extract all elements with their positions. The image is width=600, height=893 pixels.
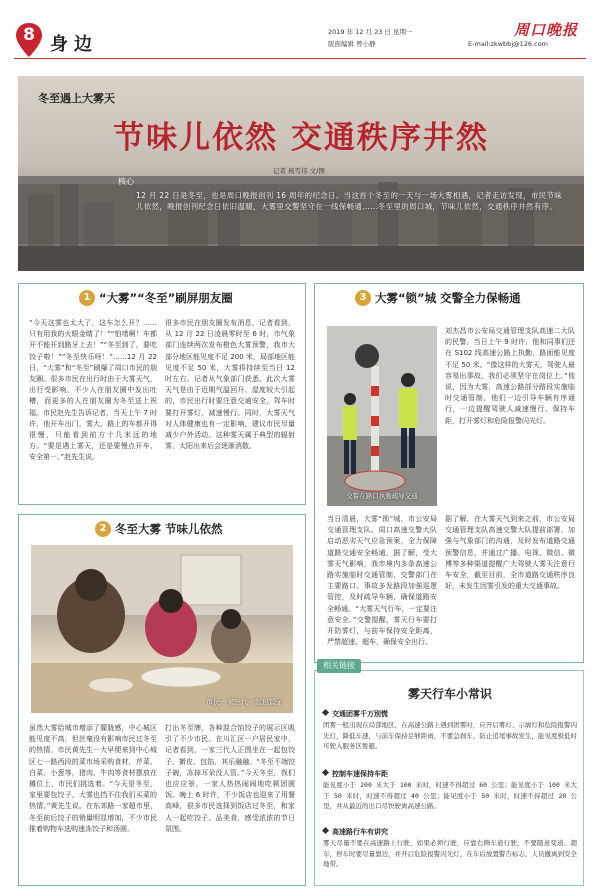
article-2-column-1: 虽然大雾给城市增添了朦胧感，中心城区能见度不高，但丝毫没有影响市民过冬至的热情。市民黄先生一大早便来到中心城区七一路西段的菜市场采购食材，芹菜、白菜、小葱等，猪肉、牛肉等食材摆放在摊位上，市民们挑选着。“今天是冬至，家里要包饺子，大雾也挡不住我们买菜的热情。”黄先生说。在东郊路一家超市里，冬至前后饺子的销量明显增加，不少市民推着购物车选购速冻饺子和汤圆。 [29,724,157,833]
date-line: 2019 年 12 月 23 日 星期一 [328,28,413,36]
article-3-title-row [315,290,583,312]
article-3-column-right-2: 据了解，在大雾天气到来之前，市公安局交通管理支队高速交警大队提前部署，加强与气象部门的沟通，及时发布道路交通预警信息，并通过广播、电视、微信、微博等多种渠道提醒广大驾驶人雾天注意行车安全，截至目前，全市道路交通秩序良好，未发生因雾引发的重大交通事故。 [445,515,575,591]
hero-side-tag: 核心 [118,177,134,186]
tip-3-heading-row [323,827,577,838]
tips-title: 雾天行车小常识 [407,687,492,701]
diamond-bullet-icon [322,827,329,834]
article-3-column-bottom: 当日清晨，大雾“锁”城，市公安局交通管理支队、周口高速交警大队启动恶劣天气应急预案，全力保障道路交通安全畅通，据了解，受大雾天气影响，我市境内多条高速公路实施临时交通管制，交警部门在主要路口、事故多发路段加强巡逻管控，及时疏导车辆，确保道路安全畅通。“大雾天气行车，一定要注意安全。”交警提醒，雾天行车要打开防雾灯，与前车保持安全距离，严禁超速、超车，确保安全出行。 [327,515,437,647]
page-number-badge [14,22,44,58]
related-tips-box [314,661,584,886]
diamond-bullet-icon [322,769,329,776]
tip-1-body: 团雾一般出现在局部地区，在高速公路上遇到团雾时，应开启雾灯、示廓灯和危险报警闪光灯，降低车速，与前车保持足够距离，不要急刹车，防止追尾事故发生，能见度极低时可驶入服务区暂避。 [323,721,577,750]
masthead-rule [14,58,586,59]
article-3-title: 大雾“锁”城 交警全力保畅通 [375,291,521,305]
related-link-tag: 相关链接 [317,659,361,673]
tip-item [323,769,577,812]
article-1-column-2: 很多市民在朋友圈发布消息，记者看到，从 12 月 22 日凌晨零时至 6 时，市气象部门连续两次发布橙色大雾预警，我市大部分地区能见度不足 200 米，局部地区能见度不足 50 米，大雾将持续至当日 12 时左右。记者从气象部门获悉，此次大雾天气是由于近期气温回升、湿度较大引起的，市民出行时要注意交通安全，驾车时要打开雾灯，减速慢行。同时，大雾天气对人体健康也有一定影响，建议市民尽量减少户外活动。这种雾天属于典型的辐射雾，太阳出来后会逐渐消散。 [165,319,295,451]
dumpling-family-photo [31,545,293,713]
page-number: 8 [23,25,35,45]
article-2-title: 冬至大雾 节味儿依然 [115,522,223,536]
tip-3-heading: 高速路行车有讲究 [332,828,388,836]
hero-headline: 节味儿依然 交通秩序井然 [113,120,489,156]
article-1 [18,283,306,505]
article-1-title: “大雾”“冬至”刷屏朋友圈 [99,291,233,305]
hero-banner [18,76,584,271]
article-1-column-1: “今天这雾也太大了，这车怎么开？……只有用我的火眼金睛了！”“怕堵啊！车都开不能开到路牙上去！”“冬至到了，要吃饺子啦！”“冬至快乐呀！”……12 月 22 日，“大雾”和“冬至”刷爆了周口市民的朋友圈。很多市民在出行时由于大雾天气，出行受影响，不少人在朋友圈中发出吐槽，而更多的人在朋友圈为冬至送上祝福。市民赵先生告诉记者，当天上午 7 时许，他开车出门，雾大，路上的车都开得很慢，只能看到前方十几米远的地方。“要是遇上雾天，还是要慢点开车，安全第一。”赵先生说。 [29,319,157,462]
tip-1-heading: 交通团雾千万别慌 [332,710,388,718]
article-3-number: 3 [355,290,371,306]
tip-2-heading-row [323,769,577,780]
article-3 [314,283,584,663]
tip-1-heading-row [323,709,577,720]
tip-2-body: 能见度小于 200 米大于 100 米时，时速不得超过 60 公里；能见度小于 100 米大于 50 米时，时速不得超过 40 公里；能见度小于 50 米时，时速不得超过 20 公里，并从最近的出口尽快驶离高速公路。 [323,781,577,810]
article-1-number: 1 [79,290,95,306]
diamond-bullet-icon [322,709,329,716]
hero-byline: 记者 杨雪伟 文/图 [273,167,325,175]
article-2-column-2: 打出冬至牌，各种混合馅饺子的展示区吸引了不少市民。在川汇区一户居民家中，记者看到，一家三代人正围坐在一起包饺子，擀皮、包馅，其乐融融。“冬至不端饺子碗，冻掉耳朵没人管。”今天冬至，我们也应应景，一家人热热闹闹地吃顿团圆饭。晚上 6 时许，不少饭店也迎来了用餐高峰，很多市民选择到饭店过冬至，和家人一起吃饺子、品美食，感受浓浓的节日氛围。 [165,724,295,833]
article-2 [18,514,306,886]
tip-3-body: 雾天尽量不要在高速路上行驶，如果必须行驶，应靠右侧车道行驶，不要随意变道、超车，停车时要尽量靠边，并开启危险报警闪光灯，在车后放置警告标志，人员撤离到安全地带。 [323,839,577,868]
tip-2-heading: 控制车速保持车距 [332,770,388,778]
traffic-police-illustration [327,326,437,506]
photo-3-caption: 交警在路口执勤疏导交通 [346,492,418,500]
tip-item [323,709,577,752]
hero-kicker: 冬至遇上大雾天 [38,92,115,105]
tip-item [323,827,577,870]
article-2-number: 2 [95,521,111,537]
article-2-title-row [19,521,305,543]
hero-intro: 12 月 22 日是冬至，也是周口晚报创刊 16 周年的纪念日。当这首个冬至的一天与一场大雾相遇，记者走访发现，市民节味儿依然，晚报创刊纪念日依旧温暖，大雾里交警坚守在一线保畅通……冬至里的周口城，节味儿依然，交通秩序井然有序。 [136,191,563,211]
traffic-police-photo [327,326,437,506]
masthead [0,0,600,62]
photo-2-caption: 市民一家三代一起包饺子 [206,698,283,706]
section-name: 身边 [50,34,98,55]
article-3-column-right: 刘杰昌市公安局交通管理支队高速二大队的民警。当日上午 9 时许，他和同事们还在 S102 线高速公路上执勤，路面能见度不足 50 米。“像这样的大雾天，驾驶人最容易出事故，我们必须坚守在岗位上。”他说，因为大雾，高速公路部分路段实施临时交通管制，他们一边引导车辆有序通行，一边提醒驾驶人减速慢行、保持车距，打开雾灯和危险报警闪光灯。 [445,327,575,425]
article-1-title-row [19,290,305,312]
editor-line-row [328,38,548,50]
editor-line: 版面编辑 曾小静 [328,40,376,48]
dumpling-scene-illustration [31,545,293,713]
newspaper-logo: 周口晚报 [513,21,578,39]
email-address[interactable]: E-mail:zkwbbj@126.com [468,40,548,48]
